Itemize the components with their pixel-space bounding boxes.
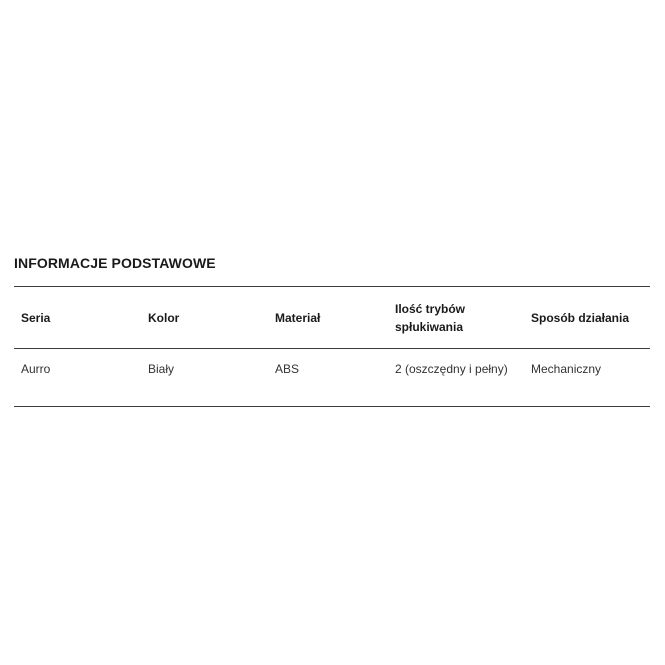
- cell-operation: Mechaniczny: [531, 362, 602, 376]
- header-operation: Sposób działania: [531, 310, 630, 325]
- table-header-row: [14, 287, 650, 349]
- header-kolor: Kolor: [148, 310, 180, 325]
- cell-kolor: Biały: [148, 362, 175, 376]
- header-flush-modes: Ilość trybów spłukiwania: [395, 301, 466, 334]
- header-seria: Seria: [21, 310, 51, 325]
- section-title: INFORMACJE PODSTAWOWE: [14, 255, 216, 271]
- table-row: [14, 349, 650, 407]
- cell-flush-modes: 2 (oszczędny i pełny): [395, 362, 508, 376]
- cell-seria: Aurro: [21, 362, 51, 376]
- cell-material: ABS: [275, 362, 300, 376]
- spec-table: [14, 286, 650, 407]
- header-material: Materiał: [275, 310, 321, 325]
- basic-info-section: [14, 252, 650, 407]
